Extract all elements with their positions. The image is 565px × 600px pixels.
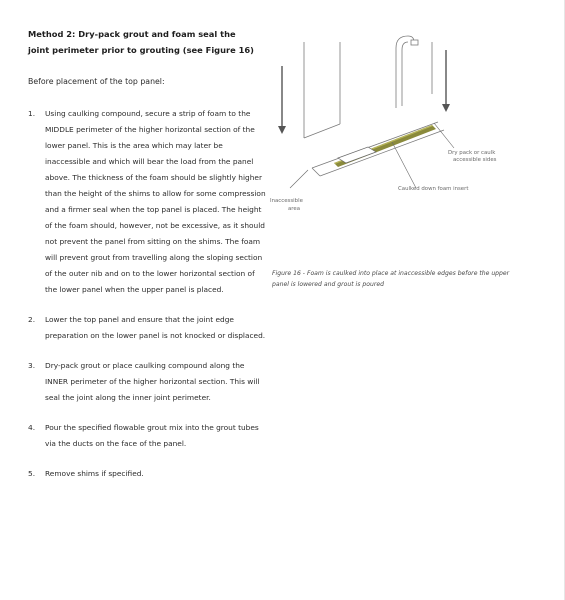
arrow-down-icon <box>442 50 450 112</box>
leader-lines <box>290 123 454 188</box>
label-dry-pack: accessible sides <box>453 157 497 163</box>
step-item <box>28 358 266 406</box>
step-item <box>28 466 266 482</box>
step-number: 4. <box>28 423 36 432</box>
intro-text: Before placement of the top panel: <box>28 77 165 86</box>
step-text: Using caulking compound, secure a strip of foam to the MIDDLE perimeter of the higher horizontal section of the lower panel. This is the area which may later be inaccessible and which will bear the load from the panel above. The thickness of the foam should be slightly higher than the height of the shims to allow for some compression and a firmer seal when the top panel is placed. The height of the foam should, however, not be excessive, as it should not prevent the panel from sitting on the shims. The foam will prevent grout from travelling along the sloping section of the outer nib and on to the lower horizontal section of the lower panel when the upper panel is placed. <box>45 109 266 294</box>
upper-panel-outline <box>304 42 432 138</box>
section-heading: Method 2: Dry-pack grout and foam seal the joint perimeter prior to grouting (see Figure 16) <box>28 29 254 55</box>
label-inaccessible: Inaccessible <box>270 198 303 204</box>
step-number: 3. <box>28 361 36 370</box>
step-number: 5. <box>28 469 36 478</box>
step-text: Lower the top panel and ensure that the joint edge preparation on the lower panel is not knocked or displaced. <box>45 315 266 340</box>
step-text: Pour the specified flowable grout mix into the grout tubes via the ducts on the face of the panel. <box>45 423 259 448</box>
figure-caption: Figure 16 - Foam is caulked into place at inaccessible edges before the upper panel is lowered and grout is poured <box>272 270 510 288</box>
step-text: Dry-pack grout or place caulking compound along the INNER perimeter of the higher horizontal section. This will seal the joint along the inner joint perimeter. <box>45 361 260 402</box>
step-item <box>28 420 266 452</box>
step-item <box>28 312 266 344</box>
step-item <box>28 106 266 298</box>
label-dry-pack: Dry pack or caulk <box>448 150 496 156</box>
arrow-down-icon <box>278 66 286 134</box>
grout-tube <box>396 36 418 108</box>
label-caulked-foam: Caulked down foam insert <box>398 186 469 192</box>
shim-block <box>338 147 376 163</box>
step-text: Remove shims if specified. <box>45 469 144 478</box>
step-number: 1. <box>28 109 36 118</box>
label-inaccessible: area <box>288 206 301 212</box>
joint-diagram-figure <box>268 30 518 230</box>
steps-list <box>28 106 266 496</box>
step-number: 2. <box>28 315 36 324</box>
